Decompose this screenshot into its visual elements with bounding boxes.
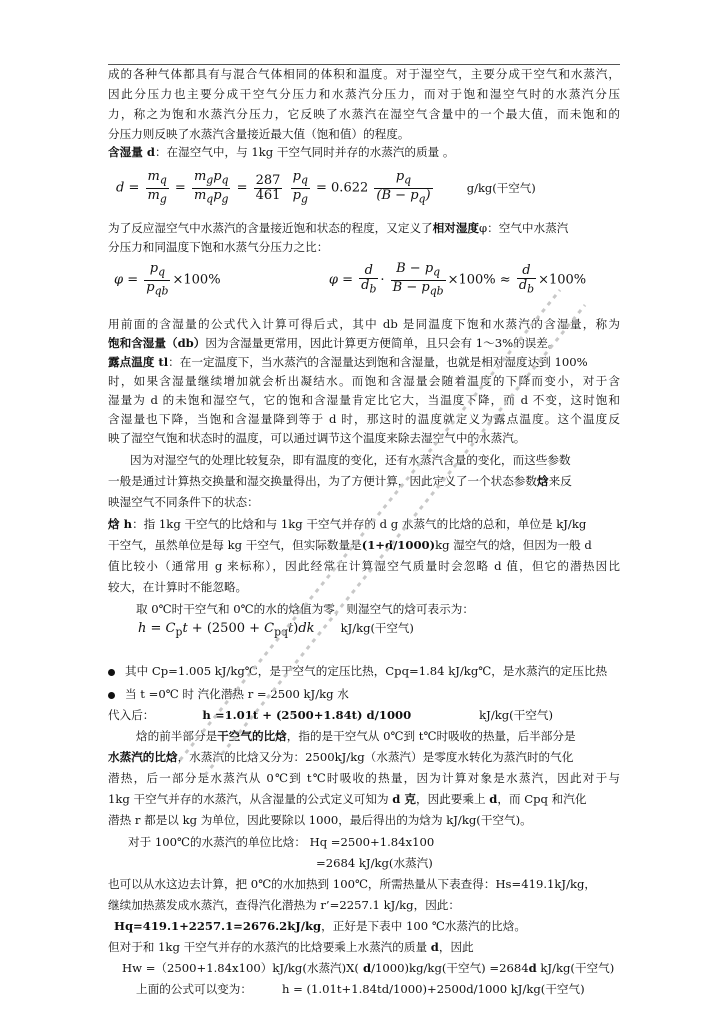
text-line: 分压力则反映了水蒸汽含量接近最大值（饱和值）的程度。 bbox=[108, 127, 410, 141]
eq-symbol: d bbox=[116, 180, 125, 196]
text-line: 值比较小（通常用 g 来标称），因此经常在计算湿空气质量时会忽略 d 值，但它的潜热因比 bbox=[108, 559, 620, 573]
bullet-icon bbox=[108, 669, 115, 676]
fraction: $\frac{d}{d_b}$ bbox=[361, 262, 377, 296]
text-line: 焓的前半部分是干空气的比焓，指的是干空气从 0℃到 t℃时吸收的热量，后半部分是 bbox=[136, 729, 576, 743]
fraction: $\frac{d}{d_b}$ bbox=[518, 262, 535, 296]
text-line: 1kg 干空气并存的水蒸汽，从含湿量的公式定义可知为 d 克，因此要乘上 d，而 Cpq 和汽化 bbox=[108, 792, 587, 806]
rh-intro-line: 为了反应湿空气中水蒸汽的含量接近饱和状态的程度，又定义了相对湿度φ：空气中水蒸汽 bbox=[108, 221, 569, 235]
text-line: =2684 kJ/kg(水蒸汽) bbox=[316, 856, 433, 870]
equation-moisture: d = $\frac{m_q}{m_g}$ = $\frac{m_gp_q}{m_qp_g}$ = $\frac{287}{461}$ $\frac{p_q}{p_g}$ = 0.622 $\frac{p_q}{(B - p_q)}$ g/kg(干空气) bbox=[116, 169, 536, 206]
fraction: $\frac{p_q}{p_g}$ bbox=[292, 169, 308, 206]
fraction: $\frac{m_q}{m_g}$ bbox=[147, 169, 167, 206]
text-line: 饱和含湿量（db）因为含湿量更常用，因此计算更方便简单，且只会有 1～3%的误差。 bbox=[108, 336, 560, 350]
text-line: 映湿空气不同条件下的状态： bbox=[108, 495, 259, 509]
text-line: 映了湿空气饱和状态时的温度，可以通过调节这个温度来除去湿空气中的水蒸汽。 bbox=[108, 431, 526, 445]
text-line: 干空气，虽然单位是每 kg 干空气，但实际数量是(1+d/1000)kg 湿空气的焓，但因为一般 d bbox=[108, 538, 592, 552]
moisture-definition bbox=[108, 144, 454, 161]
text-line: Hw =（2500+1.84x100）kJ/kg(水蒸汽)X( d/1000)kg/kg(干空气) =2684d kJ/kg(干空气) bbox=[122, 961, 615, 975]
text-line: 一般是通过计算热交换量和湿交换量得出，为了方便计算，因此定义了一个状态参数焓来反 bbox=[108, 474, 572, 488]
text-line: 因为对湿空气的处理比较复杂，即有温度的变化，还有水蒸汽含量的变化，而这些参数 bbox=[130, 453, 571, 467]
text-line: 较大，在计算时不能忽略。 bbox=[108, 580, 248, 594]
unit-label: kJ/kg(干空气) bbox=[340, 621, 414, 635]
fraction: $\frac{p_q}{p_{qb}}$ bbox=[146, 261, 169, 298]
header-rule bbox=[108, 64, 620, 65]
text-line: 上面的公式可以变为： h = (1.01t+1.84td/1000)+2500d/1000 kJ/kg(干空气) bbox=[136, 982, 585, 996]
text-line: 分压力和同温度下饱和水蒸气分压力之比： bbox=[108, 240, 329, 254]
text-line: 时，如果含湿量继续增加就会析出凝结水。而饱和含湿量会随着温度的下降而变小，对于含 bbox=[108, 374, 620, 388]
text-line: 力，称之为饱和水蒸汽分压力，它反映了水蒸汽在湿空气含量中的一个最大值，而未饱和的 bbox=[108, 107, 620, 121]
text-line: 用前面的含湿量的公式代入计算可得后式，其中 db 是同温度下饱和水蒸汽的含湿量，称为 bbox=[108, 317, 620, 331]
text-line: 潜热 r 都是以 kg 为单位，因此要除以 1000，最后得出的为焓为 kJ/kg(干空气)。 bbox=[108, 813, 532, 827]
fraction: $\frac{B - p_q}{B - p_{qb}}$ bbox=[392, 261, 444, 298]
text-line: 但对于和 1kg 干空气并存的水蒸汽的比焓要乘上水蒸汽的质量 d，因此 bbox=[108, 940, 474, 954]
text-line: 因此分压力也主要分成干空气分压力和水蒸汽分压力，而对于饱和湿空气时的水蒸汽分压 bbox=[108, 87, 620, 101]
bullet-item: 当 t =0℃ 时 汽化潜热 r = 2500 kJ/kg 水 bbox=[108, 686, 349, 703]
equation-relative-humidity: φ = $\frac{p_q}{p_{qb}}$ ×100% φ = $\frac{d}{d_b}$ · $\frac{B - p_q}{B - p_{qb}}$ ×100% ≈ $\frac{d}{d_b}$ ×100% bbox=[114, 261, 587, 298]
equation-enthalpy: $h = C_pt + (2500 + C_{pq}t)dk$ kJ/kg(干空气) bbox=[138, 621, 414, 639]
unit-label: g/kg(干空气) bbox=[466, 180, 536, 195]
text-line: 对于 100℃的水蒸汽的单位比焓： Hq =2500+1.84x100 bbox=[128, 835, 435, 849]
bullet-item: 其中 Cp=1.005 kJ/kg℃，是干空气的定压比热，Cpq=1.84 kJ/kg℃，是水蒸汽的定压比热 bbox=[108, 663, 607, 680]
bullet-icon bbox=[108, 692, 115, 699]
term-moisture: 含湿量 d bbox=[108, 145, 155, 159]
term-relative-humidity: 相对湿度 bbox=[432, 221, 480, 235]
text-line: 继续加热蒸发成水蒸汽，查得汽化潜热为 r’=2257.1 kJ/kg，因此： bbox=[108, 898, 460, 912]
text-line: 也可以从水这边去计算，把 0℃的水加热到 100℃，所需热量从下表查得：Hs=419.1kJ/kg， bbox=[108, 877, 597, 891]
fraction: $\frac{p_q}{(B - p_q)}$ bbox=[376, 169, 431, 206]
fraction: $\frac{287}{461}$ bbox=[255, 172, 281, 203]
text-span: ：在湿空气中，与 1kg 干空气同时并存的水蒸汽的质量 。 bbox=[154, 145, 455, 159]
text-line: 潜热，后一部分是水蒸汽从 0℃到 t℃时吸收的热量，因为计算对象是水蒸汽，因此对于与 bbox=[108, 771, 620, 785]
text-line: 成的各种气体都具有与混合气体相同的体积和温度。对于湿空气，主要分成干空气和水蒸汽， bbox=[108, 67, 620, 81]
fraction: $\frac{m_gp_q}{m_qp_g}$ bbox=[193, 169, 229, 206]
text-line: Hq=419.1+2257.1=2676.2kJ/kg，正好是下表中 100 ℃水蒸汽的比焓。 bbox=[114, 919, 526, 933]
text-line: 水蒸汽的比焓，水蒸汽的比焓又分为：2500kJ/kg（水蒸汽）是零度水转化为蒸汽时的气化 bbox=[108, 750, 574, 764]
enthalpy-line: 焓 h：指 1kg 干空气的比焓和与 1kg 干空气并存的 d g 水蒸气的比焓的总和，单位是 kJ/kg bbox=[108, 517, 587, 531]
text-line: 取 0℃时干空气和 0℃的水的焓值为零，则湿空气的焓可表示为： bbox=[136, 602, 474, 616]
substitute-line: 代入后： h =1.01t + (2500+1.84t) d/1000 kJ/kg(干空气) bbox=[108, 708, 553, 722]
text-line: 含湿量也下降，当饱和含湿量降到等于 d 时，那这时的温度就定义为露点温度。这个温度反 bbox=[108, 412, 620, 426]
dewpoint-line: 露点温度 tl：在一定温度下，当水蒸汽的含湿量达到饱和含湿量，也就是相对湿度达到 100% bbox=[108, 355, 588, 369]
term-dewpoint: 露点温度 tl bbox=[108, 355, 169, 369]
text-line: 湿量为 d 的未饱和湿空气，它的饱和含湿量肯定比它大，当温度下降，而 d 不变，这时饱和 bbox=[108, 393, 620, 407]
term-enthalpy: 焓 h bbox=[108, 517, 133, 531]
